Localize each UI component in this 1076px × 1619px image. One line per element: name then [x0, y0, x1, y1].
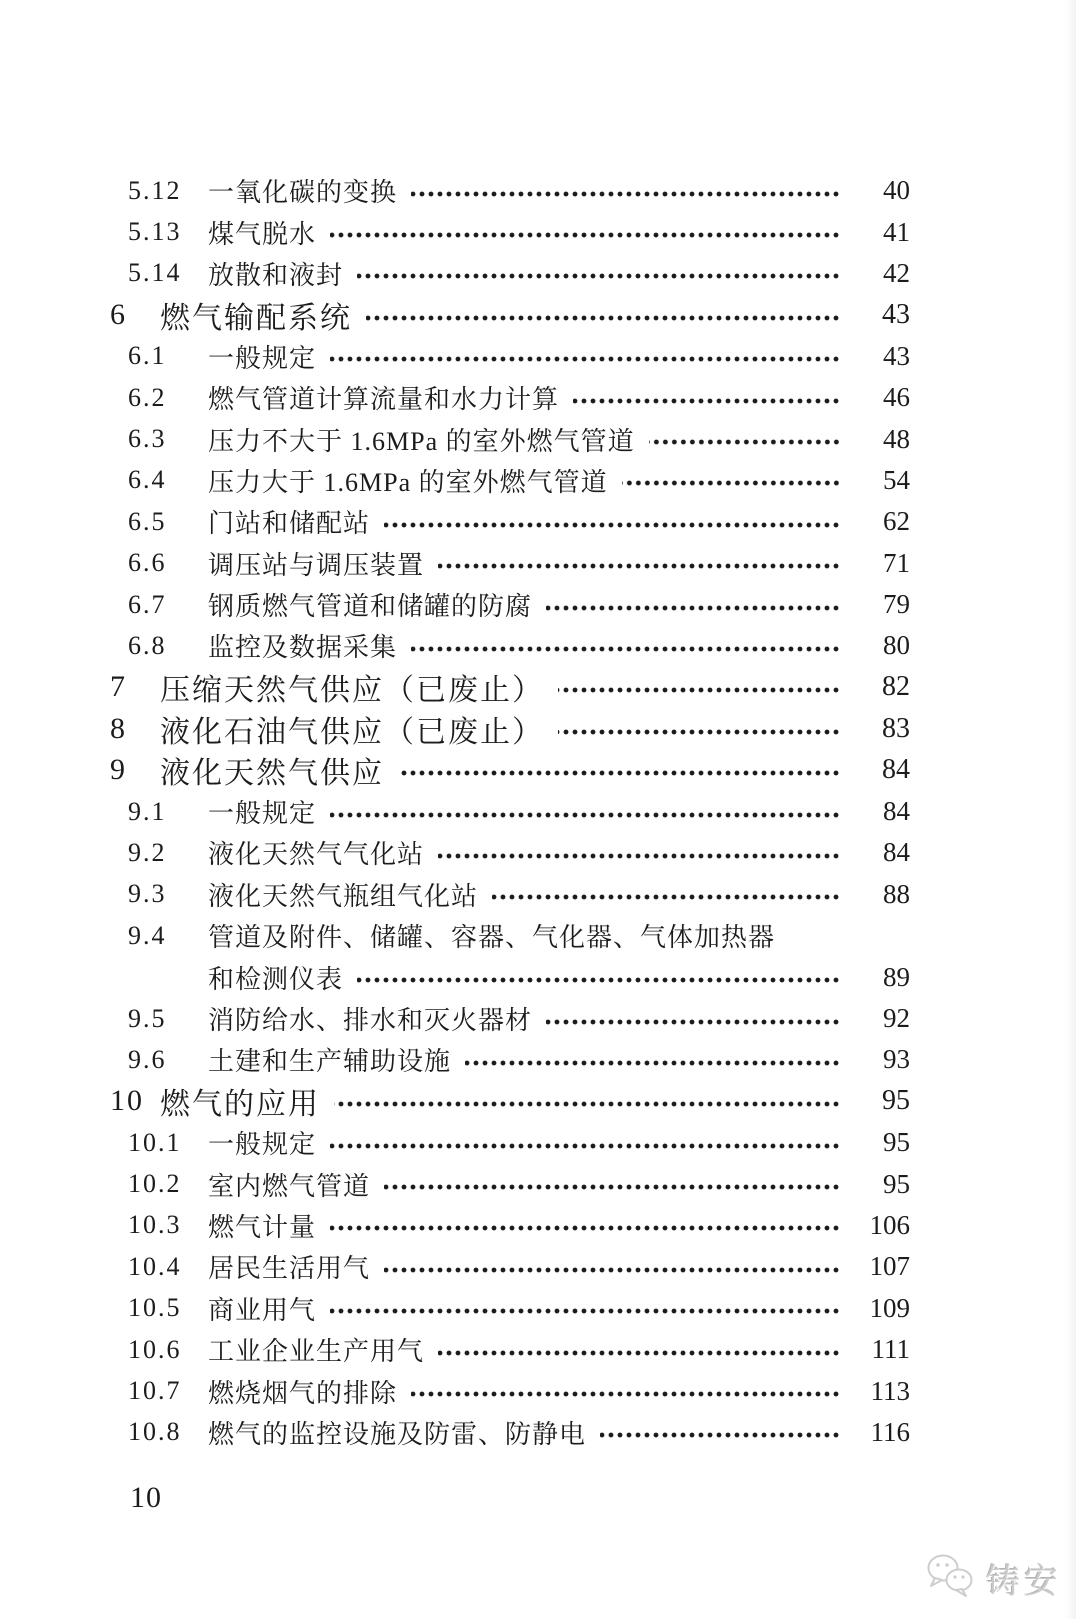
toc-row: [0, 1246, 1076, 1287]
toc-entry-page: 83: [882, 712, 910, 744]
toc-entry-title: 液化石油气供应（已废止）: [160, 715, 544, 749]
toc-entry-title: 一般规定: [208, 1130, 317, 1160]
toc-entry-title: 一般规定: [208, 343, 317, 373]
toc-row: [0, 998, 1076, 1039]
toc-entry-page: 79: [883, 589, 910, 620]
dot-leader: [366, 315, 842, 321]
dot-leader: [600, 1432, 842, 1438]
dot-leader: [384, 1184, 842, 1190]
toc-row: [0, 1412, 1076, 1453]
toc-entry-number: 10.7: [128, 1376, 182, 1406]
toc-entry-page: 43: [882, 298, 910, 330]
toc-entry-title: 居民生活用气: [208, 1254, 371, 1284]
toc-entry-title: 门站和储配站: [208, 509, 371, 539]
toc-entry-page: 95: [882, 1085, 910, 1117]
page-number: 10: [130, 1481, 162, 1515]
toc-entry-page: 62: [883, 506, 910, 537]
toc-entry-number: 6.3: [128, 424, 167, 454]
toc-row: [0, 1329, 1076, 1370]
toc-entry-page: 71: [883, 547, 910, 578]
toc-entry-number: 9.2: [128, 837, 167, 867]
toc-entry-title: 商业用气: [208, 1295, 317, 1325]
toc-row: [0, 667, 1076, 708]
dot-leader: [334, 1101, 842, 1107]
dot-leader: [330, 812, 842, 818]
toc-entry-page: 84: [883, 796, 910, 827]
dot-leader: [438, 1350, 842, 1356]
dot-leader: [411, 191, 842, 197]
toc-entry-number: 10.6: [128, 1334, 182, 1364]
toc-entry-page: 84: [883, 837, 910, 868]
toc-entry-title: 液化天然气瓶组气化站: [208, 881, 479, 911]
toc-entry-title: 燃气输配系统: [160, 301, 352, 335]
toc-row: [0, 874, 1076, 915]
toc-entry-title: 一氧化碳的变换: [208, 178, 398, 208]
toc-entry-page: 48: [883, 423, 910, 454]
toc-entry-title: 室内燃气管道: [208, 1171, 371, 1201]
toc-entry-number: 10.2: [128, 1169, 182, 1199]
wechat-bubbles-icon: [924, 1552, 978, 1605]
toc-entry-number: 6.5: [128, 506, 167, 536]
toc-entry-number: 10.8: [128, 1417, 182, 1447]
toc-row: [0, 501, 1076, 542]
toc-row: [0, 584, 1076, 625]
toc-entry-page: 92: [883, 1003, 910, 1033]
toc-entry-number: 5.14: [128, 258, 182, 288]
toc-row: [0, 832, 1076, 873]
toc-entry-title: 燃气的监控设施及防雷、防静电: [208, 1419, 587, 1449]
toc-entry-title: 燃气管道计算流量和水力计算: [208, 385, 560, 415]
dot-leader: [398, 770, 842, 776]
toc-row: [0, 336, 1076, 377]
dot-leader: [330, 1225, 842, 1231]
toc-entry-title: 燃气计量: [208, 1212, 317, 1242]
toc-row: [0, 1081, 1076, 1122]
toc-row: [0, 915, 1076, 956]
toc-row: [0, 956, 1076, 997]
toc-entry-number: 9.3: [128, 879, 167, 909]
toc-entry-title: 压力大于 1.6MPa 的室外燃气管道: [208, 467, 608, 497]
toc-entry-number: 10.1: [128, 1127, 182, 1157]
toc-entry-title: 一般规定: [208, 799, 317, 829]
toc-row: [0, 294, 1076, 335]
toc-entry-page: 111: [871, 1334, 910, 1365]
toc-entry-title: 液化天然气气化站: [208, 840, 425, 870]
toc-entry-title: 钢质燃气管道和储罐的防腐: [208, 592, 533, 622]
toc-row: [0, 625, 1076, 666]
toc-entry-number: 9.6: [128, 1044, 167, 1074]
toc-entry-page: 106: [869, 1209, 910, 1240]
watermark: [924, 1552, 1062, 1605]
dot-leader: [546, 1019, 842, 1025]
toc-entry-number: 6.6: [128, 548, 167, 578]
toc-entry-title: 燃气的应用: [160, 1088, 320, 1122]
toc-entry-title: 放散和液封: [208, 260, 344, 290]
toc-entry-page: 41: [883, 216, 910, 247]
toc-entry-number: 10.3: [128, 1210, 182, 1240]
toc-entry-title: 土建和生产辅助设施: [208, 1047, 452, 1077]
toc-entry-number: 10.4: [128, 1251, 182, 1281]
toc-row: [0, 211, 1076, 252]
toc-entry-number: 10: [110, 1084, 144, 1118]
toc-entry-number: 9.4: [128, 920, 167, 950]
dot-leader: [357, 273, 842, 279]
dot-leader: [384, 522, 842, 528]
toc-entry-page: 80: [883, 630, 910, 661]
toc-entry-page: 84: [882, 754, 910, 786]
dot-leader: [357, 977, 842, 983]
toc-row: [0, 1370, 1076, 1411]
toc-row: [0, 460, 1076, 501]
dot-leader: [573, 398, 842, 404]
toc-entry-page: 43: [883, 340, 910, 371]
toc-row: [0, 1122, 1076, 1163]
toc-entry-number: 6.1: [128, 341, 167, 371]
toc-entry-number: 6: [110, 297, 127, 331]
toc-entry-page: 88: [883, 878, 910, 909]
toc-entry-page: 107: [869, 1251, 910, 1282]
toc-entry-title: 工业企业生产用气: [208, 1337, 425, 1367]
toc-entry-number: 6.7: [128, 589, 167, 619]
toc-entry-title: 消防给水、排水和灭火器材: [208, 1006, 533, 1035]
toc-entry-page: 46: [883, 382, 910, 413]
dot-leader: [330, 356, 842, 362]
toc-entry-number: 9.5: [128, 1003, 167, 1033]
dot-leader: [649, 439, 842, 445]
toc-row: [0, 170, 1076, 211]
toc-row: [0, 1205, 1076, 1246]
toc-entry-page: 95: [883, 1168, 910, 1199]
toc-entry-page: 89: [883, 961, 910, 992]
dot-leader: [622, 480, 842, 486]
dot-leader: [558, 687, 842, 693]
toc-entry-title: 管道及附件、储罐、容器、气化器、气体加热器: [208, 923, 776, 953]
toc-entry-number: 6.8: [128, 630, 167, 660]
toc-entry-number: 10.5: [128, 1293, 182, 1323]
toc-entry-number: 9.1: [128, 796, 167, 826]
toc-entry-title: 燃烧烟气的排除: [208, 1378, 398, 1408]
toc-row: [0, 418, 1076, 459]
toc-entry-number: 7: [110, 670, 127, 704]
watermark-text: 铸安: [986, 1564, 1062, 1601]
dot-leader: [330, 1308, 842, 1314]
dot-leader: [411, 1391, 842, 1397]
toc-entry-number: 5.12: [128, 175, 182, 205]
toc-entry-page: 93: [883, 1044, 910, 1075]
toc-row: [0, 253, 1076, 294]
toc-entry-page: 109: [869, 1292, 910, 1323]
toc-row: [0, 708, 1076, 749]
toc-row: [0, 1039, 1076, 1080]
toc-entry-page: 82: [882, 671, 910, 703]
dot-leader: [438, 853, 842, 859]
toc-entry-page: 95: [883, 1127, 910, 1158]
dot-leader: [330, 232, 842, 238]
toc-entry-number: 6.4: [128, 465, 167, 495]
toc-row: [0, 543, 1076, 584]
toc-entry-number: 8: [110, 711, 127, 745]
toc-entry-title: 煤气脱水: [208, 219, 317, 249]
toc-entry-title: 压缩天然气供应（已废止）: [160, 674, 544, 708]
toc-entry-page: 54: [883, 464, 910, 495]
dot-leader: [411, 646, 842, 652]
toc-entry-title: 监控及数据采集: [208, 633, 398, 663]
dot-leader: [384, 1267, 842, 1273]
toc-row: [0, 749, 1076, 790]
toc-row: [0, 1163, 1076, 1204]
toc-entry-page: 113: [870, 1375, 910, 1406]
toc-entry-number: 9: [110, 753, 127, 787]
toc-entry-number: 5.13: [128, 217, 182, 247]
dot-leader: [546, 605, 842, 611]
toc-entry-title: 调压站与调压装置: [208, 550, 425, 580]
toc-entry-title: 液化天然气供应: [160, 757, 384, 791]
toc-entry-title: 和检测仪表: [208, 964, 344, 994]
dot-leader: [465, 1060, 842, 1066]
toc-row: [0, 791, 1076, 832]
toc-entry-title: 压力不大于 1.6MPa 的室外燃气管道: [208, 426, 635, 456]
scan-edge-shadow: [1066, 0, 1076, 1619]
toc-entry-page: 40: [883, 175, 910, 206]
dot-leader: [438, 563, 842, 569]
toc-row: [0, 1288, 1076, 1329]
dot-leader: [492, 894, 842, 900]
toc-row: [0, 377, 1076, 418]
dot-leader: [558, 729, 842, 735]
dot-leader: [330, 1143, 842, 1149]
toc-entry-number: 6.2: [128, 382, 167, 412]
toc-entry-page: 42: [883, 257, 910, 288]
toc-entry-page: 116: [870, 1416, 910, 1447]
